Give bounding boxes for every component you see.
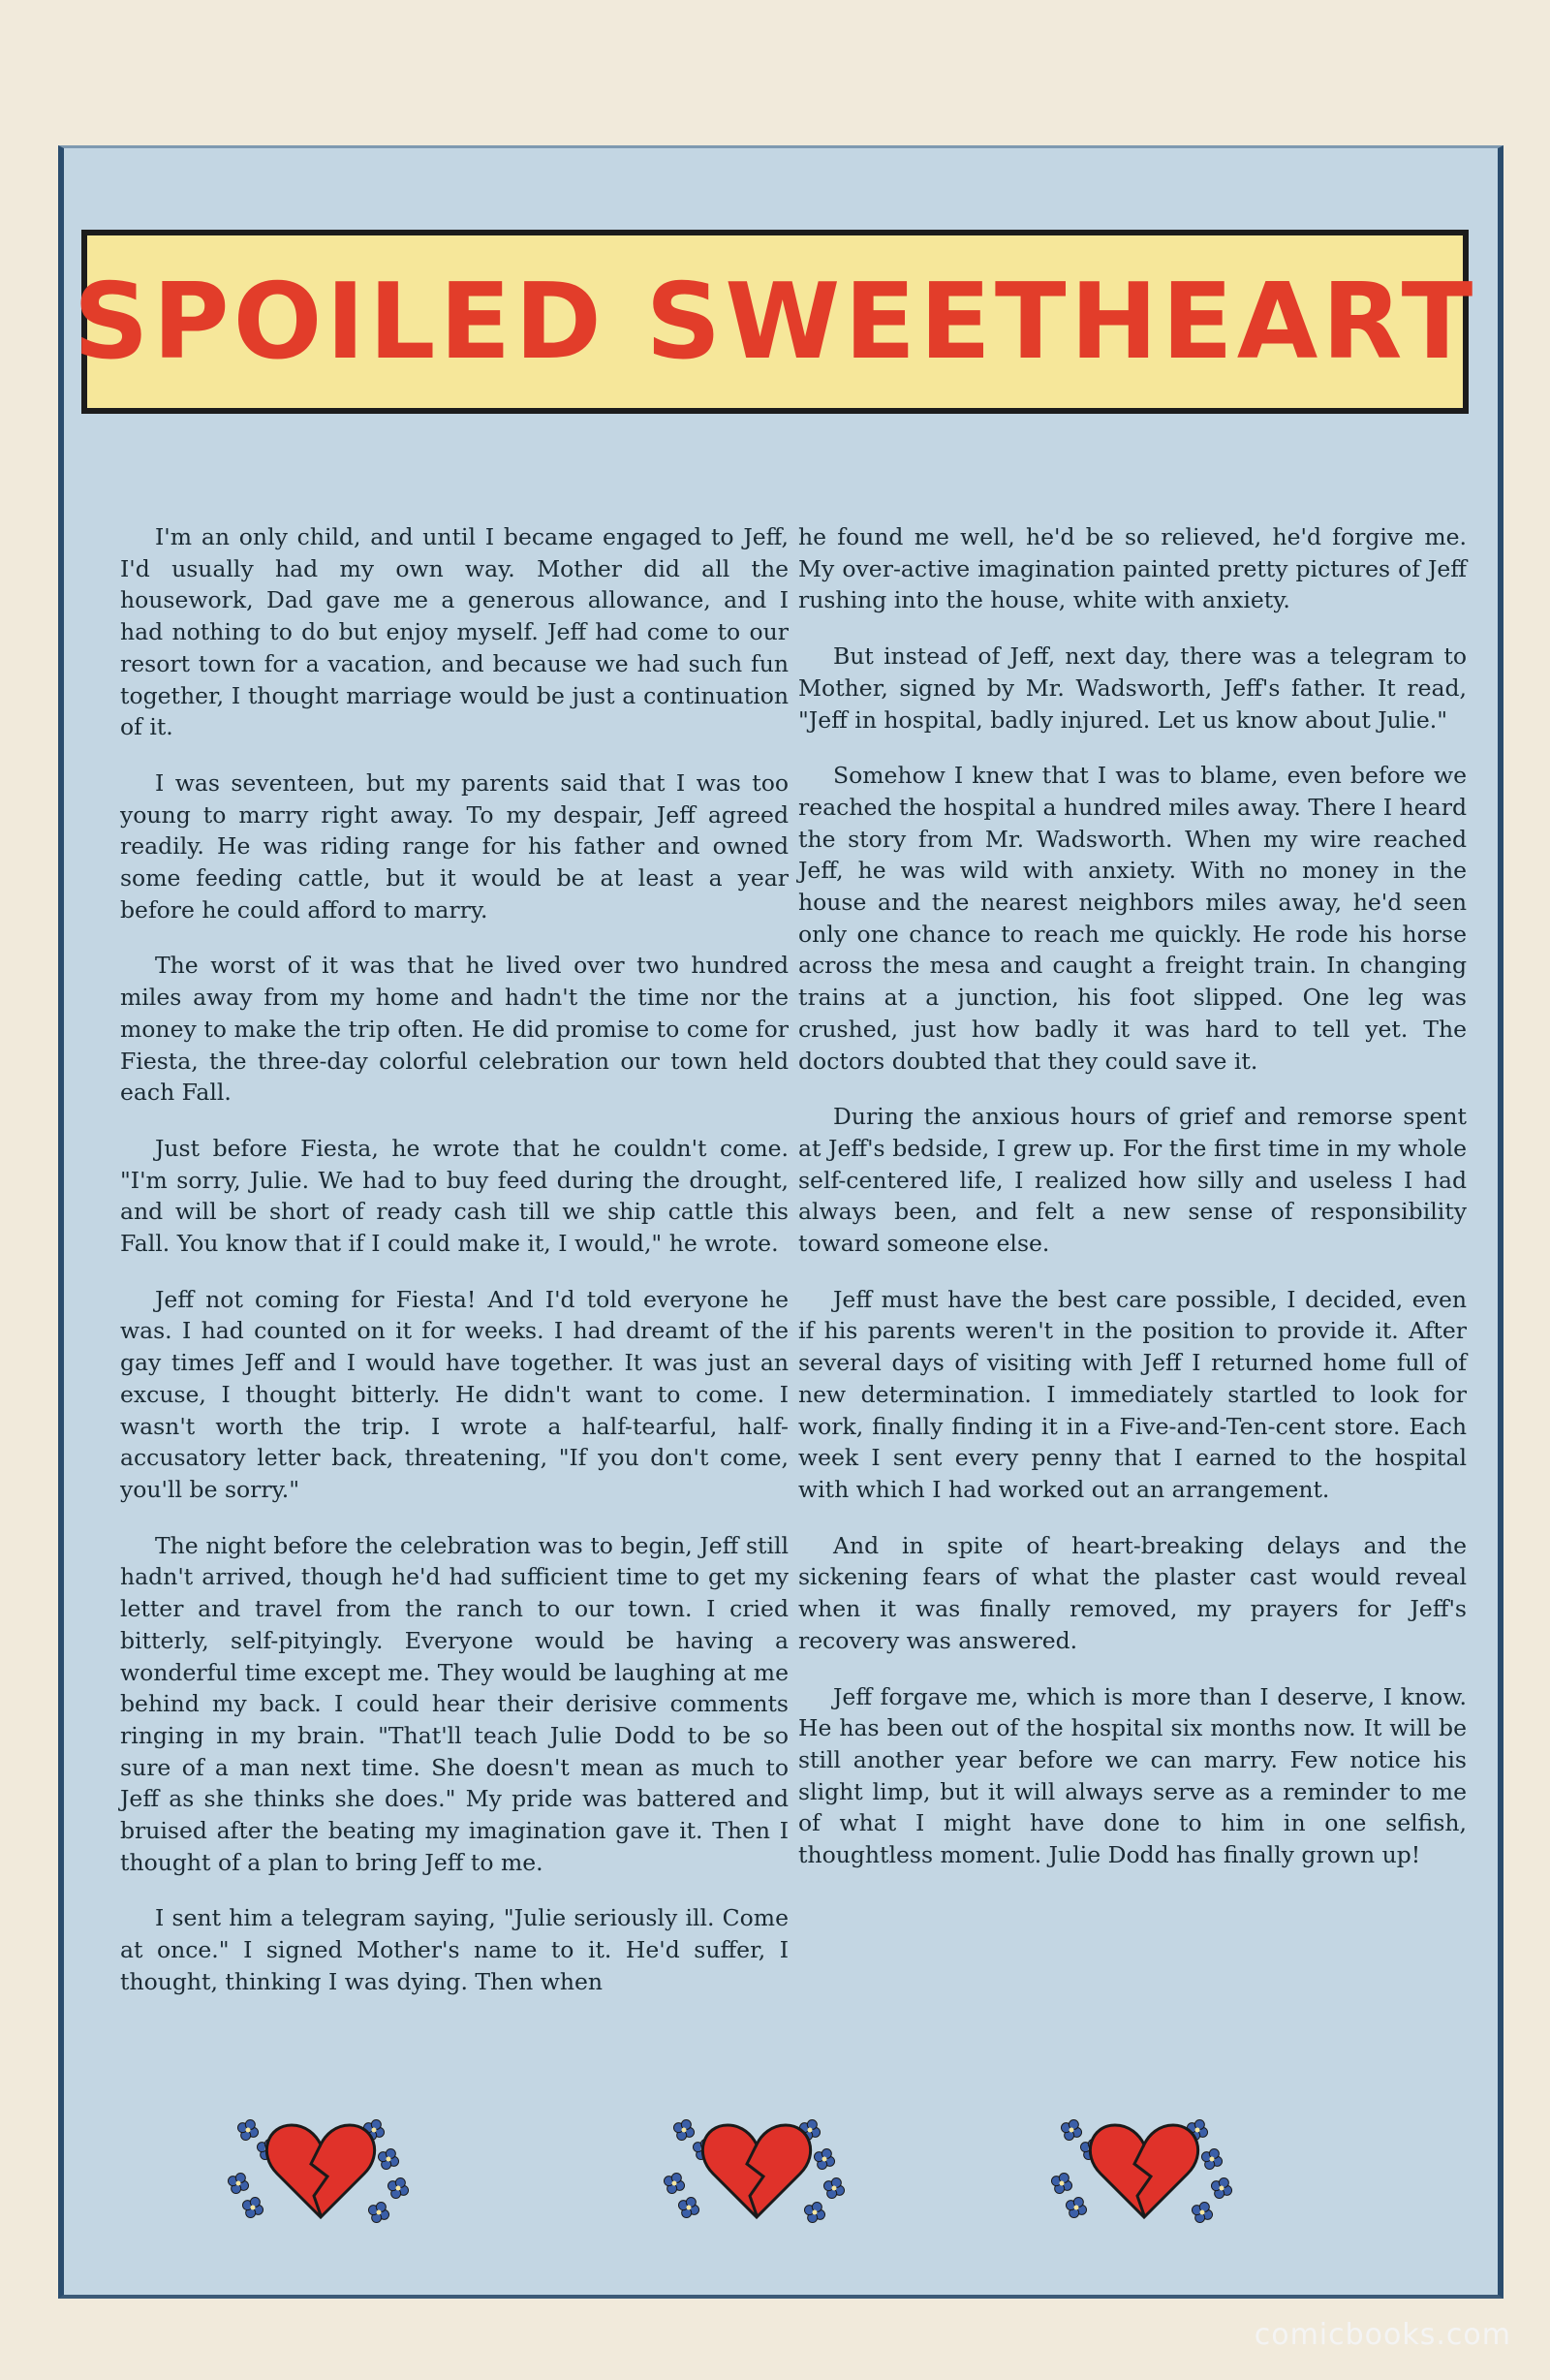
paragraph: The worst of it was that he lived over two hundred miles away from my home and hadn't the time nor the money to make the trip often. He did promise to come for Fiesta, the three-day colorful celebration our town held each Fall. <box>120 952 789 1107</box>
title-banner <box>73 230 1477 414</box>
paragraph: But instead of Jeff, next day, there was a telegram to Mother, signed by Mr. Wadsworth, Jeff's father. It read, "Jeff in hospital, badly injured. Let us know about Julie." <box>798 642 1467 734</box>
left-column <box>120 521 789 2022</box>
story-panel <box>58 145 1504 2299</box>
paragraph: Somehow I knew that I was to blame, even before we reached the hospital a hundred miles away. There I heard the story from Mr. Wadsworth. When my wire reached Jeff, he was wild with anxiety. With no money in the house and the nearest neighbors miles away, he'd seen only one chance to reach me quickly. He rode his horse across the mesa and caught a freight train. In changing trains at a junction, his foot slipped. One leg was crushed, just how badly it was hard to tell yet. The doctors doubted that they could save it. <box>798 762 1467 1075</box>
paragraph: I'm an only child, and until I became engaged to Jeff, I'd usually had my own way. Mother did all the housework, Dad gave me a generous allowance, and I had nothing to do but enjoy myself. Jeff had come to our resort town for a vacation, and because we had such fun together, I thought marriage would be just a continuation of it. <box>120 523 789 741</box>
paragraph: Jeff forgave me, which is more than I deserve, I know. He has been out of the hospital six months now. It will be still another year before we can marry. Few notice his slight limp, but it will always serve as a reminder to me of what I might have done to him in one selfish, thoughtless moment. Julie Dodd has finally grown up! <box>798 1682 1467 1869</box>
paragraph: I sent him a telegram saying, "Julie seriously ill. Come at once." I signed Mother's name to it. He'd suffer, I thought, thinking I was dying. Then when <box>120 1904 789 1995</box>
broken-heart-with-flowers-icon <box>209 2091 432 2237</box>
paragraph: Just before Fiesta, he wrote that he couldn't come. "I'm sorry, Julie. We had to buy feed during the drought, and will be short of ready cash till we ship cattle this Fall. You know that if I could make it, I would," he wrote. <box>120 1134 789 1258</box>
story-title: SPOILED SWEETHEART <box>73 261 1477 383</box>
paragraph: I was seventeen, but my parents said that I was too young to marry right away. To my despair, Jeff agreed readily. He was riding range for his father and owned some feeding cattle, but it would be at least a year before he could afford to marry. <box>120 768 789 924</box>
paragraph: And in spite of heart-breaking delays and the sickening fears of what the plaster cast would reveal when it was finally removed, my prayers for Jeff's recovery was answered. <box>798 1531 1467 1654</box>
paragraph: The night before the celebration was to begin, Jeff still hadn't arrived, though he'd had sufficient time to get my letter and travel from the ranch to our town. I cried bitterly, self-pityingly. Everyone would be having a wonderful time except me. They would be laughing at me behind my back. I could hear their derisive comments ringing in my brain. "That'll teach Julie Dodd to be so sure of a man next time. She doesn't mean as much to Jeff as she thinks she does." My pride was battered and bruised after the beating my imagination gave it. Then I thought of a plan to bring Jeff to me. <box>120 1531 789 1876</box>
broken-heart-with-flowers-icon <box>1033 2091 1256 2237</box>
paragraph: Jeff not coming for Fiesta! And I'd told everyone he was. I had counted on it for weeks. I had dreamt of the gay times Jeff and I would have together. It was just an excuse, I thought bitterly. He didn't want to come. I wasn't worth the trip. I wrote a half-tearful, half-accusatory letter back, threatening, "If you don't come, you'll be sorry." <box>120 1285 789 1503</box>
broken-heart-with-flowers-icon <box>645 2091 868 2237</box>
paragraph: During the anxious hours of grief and remorse spent at Jeff's bedside, I grew up. For the first time in my whole self-centered life, I realized how silly and useless I had always been, and felt a new sense of responsibility toward someone else. <box>798 1103 1467 1258</box>
paragraph: Jeff must have the best care possible, I decided, even if his parents weren't in the position to provide it. After several days of visiting with Jeff I returned home full of new determination. I immediately startled to look for work, finally finding it in a Five-and-Ten-cent store. Each week I sent every penny that I earned to the hospital with which I had worked out an arrangement. <box>798 1285 1467 1503</box>
right-column <box>798 521 1467 1895</box>
paragraph: he found me well, he'd be so relieved, he'd forgive me. My over-active imagination painted pretty pictures of Jeff rushing into the house, white with anxiety. <box>798 523 1467 614</box>
site-watermark: comicbooks.com <box>1254 2318 1511 2352</box>
